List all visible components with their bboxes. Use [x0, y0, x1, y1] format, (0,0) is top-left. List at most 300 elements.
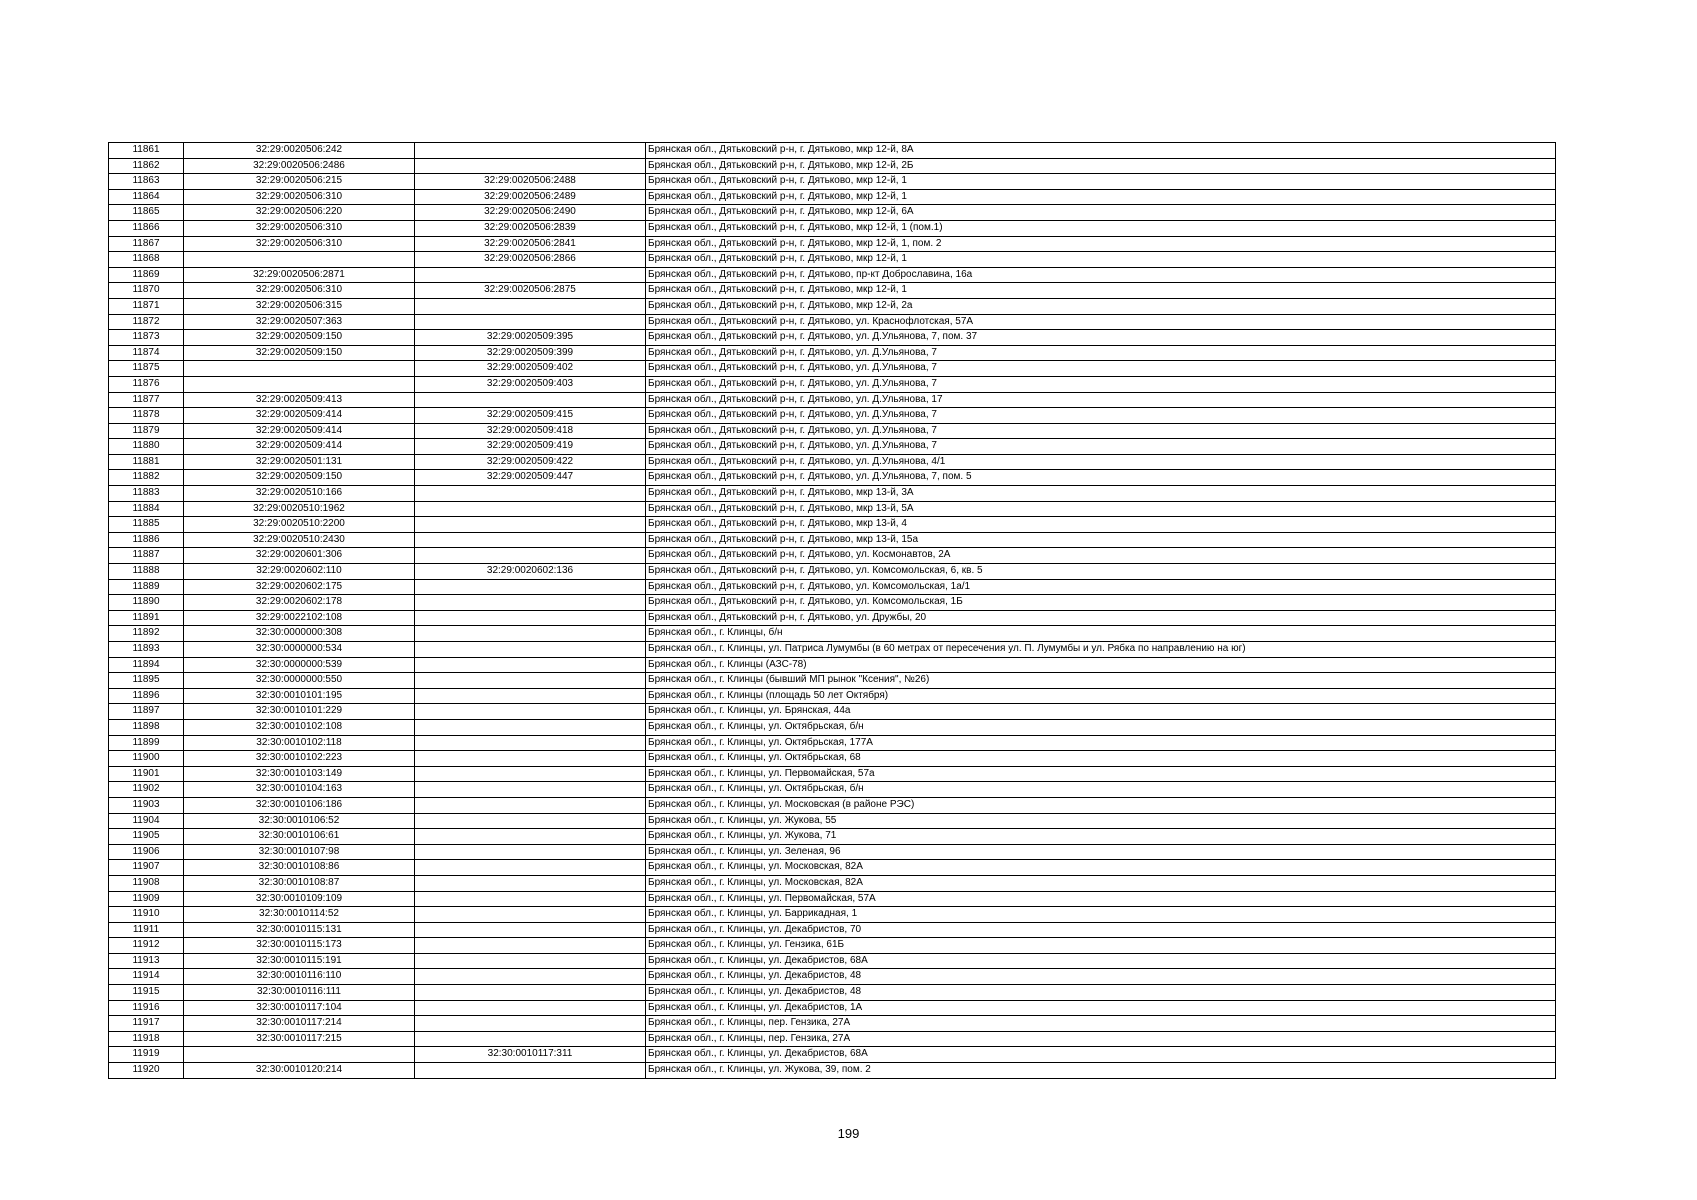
row-number-cell: 11906: [109, 844, 184, 860]
object-cadastral-number-cell: 32:29:0020509:395: [415, 330, 646, 346]
table-row: [109, 626, 1556, 642]
row-number-cell: 11908: [109, 875, 184, 891]
row-number-cell: 11918: [109, 1031, 184, 1047]
row-number-cell: 11867: [109, 236, 184, 252]
table-row: [109, 1063, 1556, 1079]
land-cadastral-number-cell: 32:30:0010117:215: [184, 1031, 415, 1047]
land-cadastral-number-cell: 32:29:0020602:178: [184, 595, 415, 611]
row-number-cell: 11914: [109, 969, 184, 985]
table-row: [109, 314, 1556, 330]
table-row: [109, 657, 1556, 673]
object-cadastral-number-cell: 32:29:0020506:2488: [415, 174, 646, 190]
row-number-cell: 11862: [109, 158, 184, 174]
address-cell: Брянская обл., г. Клинцы, ул. Первомайская, 57а: [646, 766, 1556, 782]
land-cadastral-number-cell: [184, 376, 415, 392]
object-cadastral-number-cell: [415, 595, 646, 611]
address-cell: Брянская обл., г. Клинцы, ул. Октябрьская, 177А: [646, 735, 1556, 751]
address-cell: Брянская обл., г. Клинцы, ул. Московская, 82А: [646, 875, 1556, 891]
object-cadastral-number-cell: 32:29:0020509:447: [415, 470, 646, 486]
row-number-cell: 11919: [109, 1047, 184, 1063]
land-cadastral-number-cell: 32:30:0010106:186: [184, 797, 415, 813]
land-cadastral-number-cell: 32:29:0020509:150: [184, 345, 415, 361]
object-cadastral-number-cell: [415, 875, 646, 891]
row-number-cell: 11897: [109, 704, 184, 720]
object-cadastral-number-cell: [415, 657, 646, 673]
address-cell: Брянская обл., Дятьковский р-н, г. Дятьково, ул. Комсомольская, 1а/1: [646, 579, 1556, 595]
row-number-cell: 11876: [109, 376, 184, 392]
object-cadastral-number-cell: 32:29:0020602:136: [415, 564, 646, 580]
row-number-cell: 11861: [109, 143, 184, 159]
table-row: [109, 174, 1556, 190]
table-row: [109, 345, 1556, 361]
table-row: [109, 813, 1556, 829]
land-cadastral-number-cell: [184, 361, 415, 377]
row-number-cell: 11892: [109, 626, 184, 642]
table-row: [109, 719, 1556, 735]
table-row: [109, 642, 1556, 658]
land-cadastral-number-cell: 32:30:0010103:149: [184, 766, 415, 782]
row-number-cell: 11881: [109, 454, 184, 470]
land-cadastral-number-cell: 32:29:0020506:310: [184, 236, 415, 252]
land-cadastral-number-cell: 32:30:0010116:110: [184, 969, 415, 985]
table-row: [109, 673, 1556, 689]
address-cell: Брянская обл., Дятьковский р-н, г. Дятьково, ул. Д.Ульянова, 7: [646, 423, 1556, 439]
object-cadastral-number-cell: [415, 532, 646, 548]
land-cadastral-number-cell: 32:30:0000000:534: [184, 642, 415, 658]
land-cadastral-number-cell: 32:29:0020506:310: [184, 283, 415, 299]
row-number-cell: 11905: [109, 829, 184, 845]
address-cell: Брянская обл., Дятьковский р-н, г. Дятьково, мкр 13-й, 15а: [646, 532, 1556, 548]
object-cadastral-number-cell: [415, 143, 646, 159]
row-number-cell: 11886: [109, 532, 184, 548]
address-cell: Брянская обл., Дятьковский р-н, г. Дятьково, пр-кт Доброславина, 16а: [646, 267, 1556, 283]
address-cell: Брянская обл., г. Клинцы, ул. Октябрьская, б/н: [646, 719, 1556, 735]
table-row: [109, 283, 1556, 299]
object-cadastral-number-cell: [415, 673, 646, 689]
row-number-cell: 11912: [109, 938, 184, 954]
object-cadastral-number-cell: 32:29:0020509:403: [415, 376, 646, 392]
table-row: [109, 797, 1556, 813]
table-row: [109, 953, 1556, 969]
object-cadastral-number-cell: [415, 844, 646, 860]
land-cadastral-number-cell: 32:29:0020510:1962: [184, 501, 415, 517]
land-cadastral-number-cell: 32:29:0020506:215: [184, 174, 415, 190]
address-cell: Брянская обл., Дятьковский р-н, г. Дятьково, ул. Д.Ульянова, 17: [646, 392, 1556, 408]
address-cell: Брянская обл., г. Клинцы, ул. Зеленая, 96: [646, 844, 1556, 860]
row-number-cell: 11888: [109, 564, 184, 580]
object-cadastral-number-cell: [415, 548, 646, 564]
address-cell: Брянская обл., Дятьковский р-н, г. Дятьково, ул. Дружбы, 20: [646, 610, 1556, 626]
land-cadastral-number-cell: 32:30:0010102:108: [184, 719, 415, 735]
object-cadastral-number-cell: [415, 314, 646, 330]
row-number-cell: 11885: [109, 517, 184, 533]
row-number-cell: 11883: [109, 486, 184, 502]
row-number-cell: 11915: [109, 985, 184, 1001]
object-cadastral-number-cell: 32:29:0020506:2841: [415, 236, 646, 252]
address-cell: Брянская обл., Дятьковский р-н, г. Дятьково, мкр 13-й, 3А: [646, 486, 1556, 502]
land-cadastral-number-cell: 32:29:0020509:414: [184, 423, 415, 439]
row-number-cell: 11877: [109, 392, 184, 408]
land-cadastral-number-cell: 32:29:0020506:310: [184, 189, 415, 205]
row-number-cell: 11903: [109, 797, 184, 813]
object-cadastral-number-cell: [415, 969, 646, 985]
land-cadastral-number-cell: 32:30:0010117:104: [184, 1000, 415, 1016]
object-cadastral-number-cell: [415, 486, 646, 502]
address-cell: Брянская обл., г. Клинцы, ул. Декабристов, 1А: [646, 1000, 1556, 1016]
table-row: [109, 766, 1556, 782]
land-cadastral-number-cell: 32:29:0020602:175: [184, 579, 415, 595]
land-cadastral-number-cell: 32:29:0020509:150: [184, 470, 415, 486]
table-row: [109, 548, 1556, 564]
table-row: [109, 454, 1556, 470]
object-cadastral-number-cell: [415, 797, 646, 813]
row-number-cell: 11869: [109, 267, 184, 283]
object-cadastral-number-cell: [415, 766, 646, 782]
table-row: [109, 844, 1556, 860]
table-row: [109, 439, 1556, 455]
address-cell: Брянская обл., Дятьковский р-н, г. Дятьково, ул. Комсомольская, 6, кв. 5: [646, 564, 1556, 580]
row-number-cell: 11894: [109, 657, 184, 673]
land-cadastral-number-cell: 32:29:0020506:2486: [184, 158, 415, 174]
land-cadastral-number-cell: 32:29:0020602:110: [184, 564, 415, 580]
row-number-cell: 11900: [109, 751, 184, 767]
table-row: [109, 361, 1556, 377]
object-cadastral-number-cell: 32:29:0020509:419: [415, 439, 646, 455]
land-cadastral-number-cell: 32:30:0010115:173: [184, 938, 415, 954]
land-cadastral-number-cell: 32:30:0010117:214: [184, 1016, 415, 1032]
object-cadastral-number-cell: [415, 267, 646, 283]
land-cadastral-number-cell: [184, 252, 415, 268]
table-row: [109, 829, 1556, 845]
address-cell: Брянская обл., Дятьковский р-н, г. Дятьково, мкр 12-й, 2Б: [646, 158, 1556, 174]
object-cadastral-number-cell: [415, 1031, 646, 1047]
address-cell: Брянская обл., Дятьковский р-н, г. Дятьково, мкр 12-й, 1: [646, 252, 1556, 268]
address-cell: Брянская обл., г. Клинцы, ул. Октябрьская, б/н: [646, 782, 1556, 798]
address-cell: Брянская обл., г. Клинцы, ул. Декабристов, 70: [646, 922, 1556, 938]
land-cadastral-number-cell: 32:30:0010116:111: [184, 985, 415, 1001]
address-cell: Брянская обл., Дятьковский р-н, г. Дятьково, ул. Д.Ульянова, 7, пом. 5: [646, 470, 1556, 486]
address-cell: Брянская обл., г. Клинцы, ул. Декабристов, 48: [646, 985, 1556, 1001]
land-cadastral-number-cell: 32:29:0020501:131: [184, 454, 415, 470]
object-cadastral-number-cell: [415, 688, 646, 704]
row-number-cell: 11904: [109, 813, 184, 829]
land-cadastral-number-cell: 32:30:0010102:118: [184, 735, 415, 751]
land-cadastral-number-cell: 32:30:0000000:550: [184, 673, 415, 689]
object-cadastral-number-cell: 32:30:0010117:311: [415, 1047, 646, 1063]
table-row: [109, 517, 1556, 533]
address-cell: Брянская обл., г. Клинцы, б/н: [646, 626, 1556, 642]
page-number: 199: [837, 1126, 860, 1141]
row-number-cell: 11870: [109, 283, 184, 299]
table-row: [109, 236, 1556, 252]
address-cell: Брянская обл., Дятьковский р-н, г. Дятьково, мкр 12-й, 2а: [646, 298, 1556, 314]
object-cadastral-number-cell: [415, 938, 646, 954]
address-cell: Брянская обл., Дятьковский р-н, г. Дятьково, ул. Д.Ульянова, 7, пом. 37: [646, 330, 1556, 346]
object-cadastral-number-cell: 32:29:0020506:2839: [415, 220, 646, 236]
land-cadastral-number-cell: 32:30:0000000:308: [184, 626, 415, 642]
row-number-cell: 11889: [109, 579, 184, 595]
table-row: [109, 408, 1556, 424]
row-number-cell: 11864: [109, 189, 184, 205]
land-cadastral-number-cell: 32:30:0010114:52: [184, 907, 415, 923]
object-cadastral-number-cell: 32:29:0020506:2489: [415, 189, 646, 205]
row-number-cell: 11902: [109, 782, 184, 798]
address-cell: Брянская обл., Дятьковский р-н, г. Дятьково, мкр 13-й, 5А: [646, 501, 1556, 517]
object-cadastral-number-cell: [415, 782, 646, 798]
object-cadastral-number-cell: 32:29:0020506:2490: [415, 205, 646, 221]
object-cadastral-number-cell: 32:29:0020506:2875: [415, 283, 646, 299]
land-cadastral-number-cell: [184, 1047, 415, 1063]
land-cadastral-number-cell: 32:29:0020507:363: [184, 314, 415, 330]
land-cadastral-number-cell: 32:30:0010102:223: [184, 751, 415, 767]
object-cadastral-number-cell: 32:29:0020506:2866: [415, 252, 646, 268]
table-row: [109, 860, 1556, 876]
table-row: [109, 501, 1556, 517]
row-number-cell: 11911: [109, 922, 184, 938]
row-number-cell: 11890: [109, 595, 184, 611]
land-cadastral-number-cell: 32:30:0010115:191: [184, 953, 415, 969]
land-cadastral-number-cell: 32:30:0010108:87: [184, 875, 415, 891]
land-cadastral-number-cell: 32:29:0020509:414: [184, 439, 415, 455]
address-cell: Брянская обл., Дятьковский р-н, г. Дятьково, мкр 12-й, 8А: [646, 143, 1556, 159]
table-row: [109, 1000, 1556, 1016]
object-cadastral-number-cell: [415, 642, 646, 658]
address-cell: Брянская обл., Дятьковский р-н, г. Дятьково, ул. Д.Ульянова, 7: [646, 345, 1556, 361]
row-number-cell: 11884: [109, 501, 184, 517]
row-number-cell: 11893: [109, 642, 184, 658]
land-cadastral-number-cell: 32:30:0010115:131: [184, 922, 415, 938]
land-cadastral-number-cell: 32:29:0020510:2430: [184, 532, 415, 548]
address-cell: Брянская обл., г. Клинцы, ул. Патриса Лумумбы (в 60 метрах от пересечения ул. П. Лумумбы и ул. Рябка по направлению на юг): [646, 642, 1556, 658]
table-row: [109, 782, 1556, 798]
table-row: [109, 875, 1556, 891]
object-cadastral-number-cell: [415, 922, 646, 938]
row-number-cell: 11871: [109, 298, 184, 314]
land-cadastral-number-cell: 32:29:0022102:108: [184, 610, 415, 626]
object-cadastral-number-cell: [415, 985, 646, 1001]
object-cadastral-number-cell: [415, 891, 646, 907]
table-row: [109, 330, 1556, 346]
table-row: [109, 267, 1556, 283]
row-number-cell: 11891: [109, 610, 184, 626]
object-cadastral-number-cell: [415, 813, 646, 829]
object-cadastral-number-cell: [415, 501, 646, 517]
land-cadastral-number-cell: 32:29:0020509:150: [184, 330, 415, 346]
row-number-cell: 11913: [109, 953, 184, 969]
table-row: [109, 907, 1556, 923]
table-row: [109, 751, 1556, 767]
address-cell: Брянская обл., Дятьковский р-н, г. Дятьково, мкр 12-й, 1: [646, 283, 1556, 299]
land-cadastral-number-cell: 32:30:0010120:214: [184, 1063, 415, 1079]
land-cadastral-number-cell: 32:30:0010104:163: [184, 782, 415, 798]
table-row: [109, 470, 1556, 486]
row-number-cell: 11875: [109, 361, 184, 377]
table-row: [109, 735, 1556, 751]
table-row: [109, 688, 1556, 704]
registry-table-body: [109, 143, 1556, 1079]
object-cadastral-number-cell: [415, 719, 646, 735]
object-cadastral-number-cell: [415, 298, 646, 314]
land-cadastral-number-cell: 32:30:0000000:539: [184, 657, 415, 673]
land-cadastral-number-cell: 32:29:0020506:242: [184, 143, 415, 159]
row-number-cell: 11874: [109, 345, 184, 361]
land-cadastral-number-cell: 32:30:0010106:61: [184, 829, 415, 845]
address-cell: Брянская обл., г. Клинцы, ул. Московская (в районе РЭС): [646, 797, 1556, 813]
row-number-cell: 11909: [109, 891, 184, 907]
table-row: [109, 392, 1556, 408]
row-number-cell: 11879: [109, 423, 184, 439]
object-cadastral-number-cell: [415, 704, 646, 720]
object-cadastral-number-cell: [415, 907, 646, 923]
land-cadastral-number-cell: 32:29:0020510:2200: [184, 517, 415, 533]
object-cadastral-number-cell: 32:29:0020509:415: [415, 408, 646, 424]
table-row: [109, 220, 1556, 236]
row-number-cell: 11898: [109, 719, 184, 735]
address-cell: Брянская обл., г. Клинцы, пер. Гензика, 27А: [646, 1031, 1556, 1047]
row-number-cell: 11899: [109, 735, 184, 751]
table-row: [109, 985, 1556, 1001]
address-cell: Брянская обл., г. Клинцы, ул. Декабристов, 68А: [646, 953, 1556, 969]
row-number-cell: 11866: [109, 220, 184, 236]
table-row: [109, 205, 1556, 221]
address-cell: Брянская обл., г. Клинцы, ул. Гензика, 61Б: [646, 938, 1556, 954]
table-row: [109, 298, 1556, 314]
address-cell: Брянская обл., Дятьковский р-н, г. Дятьково, ул. Д.Ульянова, 7: [646, 439, 1556, 455]
land-cadastral-number-cell: 32:29:0020509:414: [184, 408, 415, 424]
address-cell: Брянская обл., Дятьковский р-н, г. Дятьково, мкр 12-й, 1: [646, 174, 1556, 190]
row-number-cell: 11863: [109, 174, 184, 190]
object-cadastral-number-cell: 32:29:0020509:399: [415, 345, 646, 361]
table-row: [109, 938, 1556, 954]
land-cadastral-number-cell: 32:29:0020506:220: [184, 205, 415, 221]
address-cell: Брянская обл., Дятьковский р-н, г. Дятьково, ул. Д.Ульянова, 4/1: [646, 454, 1556, 470]
land-cadastral-number-cell: 32:29:0020506:310: [184, 220, 415, 236]
row-number-cell: 11873: [109, 330, 184, 346]
object-cadastral-number-cell: [415, 735, 646, 751]
table-row: [109, 252, 1556, 268]
land-cadastral-number-cell: 32:30:0010109:109: [184, 891, 415, 907]
land-cadastral-number-cell: 32:29:0020509:413: [184, 392, 415, 408]
address-cell: Брянская обл., г. Клинцы, ул. Первомайская, 57А: [646, 891, 1556, 907]
address-cell: Брянская обл., г. Клинцы, ул. Жукова, 39, пом. 2: [646, 1063, 1556, 1079]
object-cadastral-number-cell: [415, 517, 646, 533]
row-number-cell: 11872: [109, 314, 184, 330]
row-number-cell: 11887: [109, 548, 184, 564]
object-cadastral-number-cell: [415, 953, 646, 969]
object-cadastral-number-cell: 32:29:0020509:418: [415, 423, 646, 439]
table-row: [109, 1016, 1556, 1032]
address-cell: Брянская обл., г. Клинцы, пер. Гензика, 27А: [646, 1016, 1556, 1032]
row-number-cell: 11895: [109, 673, 184, 689]
address-cell: Брянская обл., Дятьковский р-н, г. Дятьково, мкр 12-й, 1: [646, 189, 1556, 205]
address-cell: Брянская обл., г. Клинцы (площадь 50 лет Октября): [646, 688, 1556, 704]
address-cell: Брянская обл., Дятьковский р-н, г. Дятьково, ул. Комсомольская, 1Б: [646, 595, 1556, 611]
table-row: [109, 969, 1556, 985]
row-number-cell: 11865: [109, 205, 184, 221]
address-cell: Брянская обл., Дятьковский р-н, г. Дятьково, ул. Д.Ульянова, 7: [646, 408, 1556, 424]
address-cell: Брянская обл., Дятьковский р-н, г. Дятьково, мкр 13-й, 4: [646, 517, 1556, 533]
address-cell: Брянская обл., г. Клинцы (АЗС-78): [646, 657, 1556, 673]
address-cell: Брянская обл., Дятьковский р-н, г. Дятьково, мкр 12-й, 1 (пом.1): [646, 220, 1556, 236]
land-cadastral-number-cell: 32:29:0020506:2871: [184, 267, 415, 283]
address-cell: Брянская обл., г. Клинцы (бывший МП рынок "Ксения", №26): [646, 673, 1556, 689]
row-number-cell: 11920: [109, 1063, 184, 1079]
table-row: [109, 564, 1556, 580]
land-cadastral-number-cell: 32:30:0010101:229: [184, 704, 415, 720]
table-row: [109, 579, 1556, 595]
object-cadastral-number-cell: [415, 751, 646, 767]
table-row: [109, 532, 1556, 548]
address-cell: Брянская обл., г. Клинцы, ул. Октябрьская, 68: [646, 751, 1556, 767]
object-cadastral-number-cell: 32:29:0020509:402: [415, 361, 646, 377]
table-row: [109, 1047, 1556, 1063]
table-row: [109, 486, 1556, 502]
land-cadastral-number-cell: 32:29:0020510:166: [184, 486, 415, 502]
address-cell: Брянская обл., г. Клинцы, ул. Брянская, 44а: [646, 704, 1556, 720]
row-number-cell: 11910: [109, 907, 184, 923]
object-cadastral-number-cell: [415, 626, 646, 642]
address-cell: Брянская обл., г. Клинцы, ул. Московская, 82А: [646, 860, 1556, 876]
row-number-cell: 11901: [109, 766, 184, 782]
object-cadastral-number-cell: 32:29:0020509:422: [415, 454, 646, 470]
object-cadastral-number-cell: [415, 392, 646, 408]
land-cadastral-number-cell: 32:30:0010107:98: [184, 844, 415, 860]
table-row: [109, 595, 1556, 611]
table-row: [109, 143, 1556, 159]
table-row: [109, 610, 1556, 626]
table-row: [109, 922, 1556, 938]
object-cadastral-number-cell: [415, 1000, 646, 1016]
land-cadastral-number-cell: 32:30:0010108:86: [184, 860, 415, 876]
object-cadastral-number-cell: [415, 829, 646, 845]
address-cell: Брянская обл., Дятьковский р-н, г. Дятьково, мкр 12-й, 1, пом. 2: [646, 236, 1556, 252]
land-cadastral-number-cell: 32:29:0020601:306: [184, 548, 415, 564]
row-number-cell: 11917: [109, 1016, 184, 1032]
address-cell: Брянская обл., г. Клинцы, ул. Жукова, 71: [646, 829, 1556, 845]
object-cadastral-number-cell: [415, 1016, 646, 1032]
address-cell: Брянская обл., г. Клинцы, ул. Декабристов, 68А: [646, 1047, 1556, 1063]
row-number-cell: 11916: [109, 1000, 184, 1016]
land-cadastral-number-cell: 32:29:0020506:315: [184, 298, 415, 314]
registry-table: [108, 142, 1556, 1079]
row-number-cell: 11880: [109, 439, 184, 455]
address-cell: Брянская обл., г. Клинцы, ул. Декабристов, 48: [646, 969, 1556, 985]
land-cadastral-number-cell: 32:30:0010101:195: [184, 688, 415, 704]
table-row: [109, 423, 1556, 439]
table-row: [109, 704, 1556, 720]
land-cadastral-number-cell: 32:30:0010106:52: [184, 813, 415, 829]
address-cell: Брянская обл., Дятьковский р-н, г. Дятьково, мкр 12-й, 6А: [646, 205, 1556, 221]
address-cell: Брянская обл., г. Клинцы, ул. Жукова, 55: [646, 813, 1556, 829]
table-row: [109, 376, 1556, 392]
table-row: [109, 189, 1556, 205]
table-row: [109, 158, 1556, 174]
object-cadastral-number-cell: [415, 860, 646, 876]
address-cell: Брянская обл., Дятьковский р-н, г. Дятьково, ул. Д.Ульянова, 7: [646, 361, 1556, 377]
object-cadastral-number-cell: [415, 579, 646, 595]
table-row: [109, 891, 1556, 907]
row-number-cell: 11868: [109, 252, 184, 268]
table-row: [109, 1031, 1556, 1047]
row-number-cell: 11882: [109, 470, 184, 486]
object-cadastral-number-cell: [415, 610, 646, 626]
row-number-cell: 11896: [109, 688, 184, 704]
row-number-cell: 11907: [109, 860, 184, 876]
address-cell: Брянская обл., Дятьковский р-н, г. Дятьково, ул. Космонавтов, 2А: [646, 548, 1556, 564]
object-cadastral-number-cell: [415, 1063, 646, 1079]
address-cell: Брянская обл., Дятьковский р-н, г. Дятьково, ул. Д.Ульянова, 7: [646, 376, 1556, 392]
address-cell: Брянская обл., Дятьковский р-н, г. Дятьково, ул. Краснофлотская, 57А: [646, 314, 1556, 330]
